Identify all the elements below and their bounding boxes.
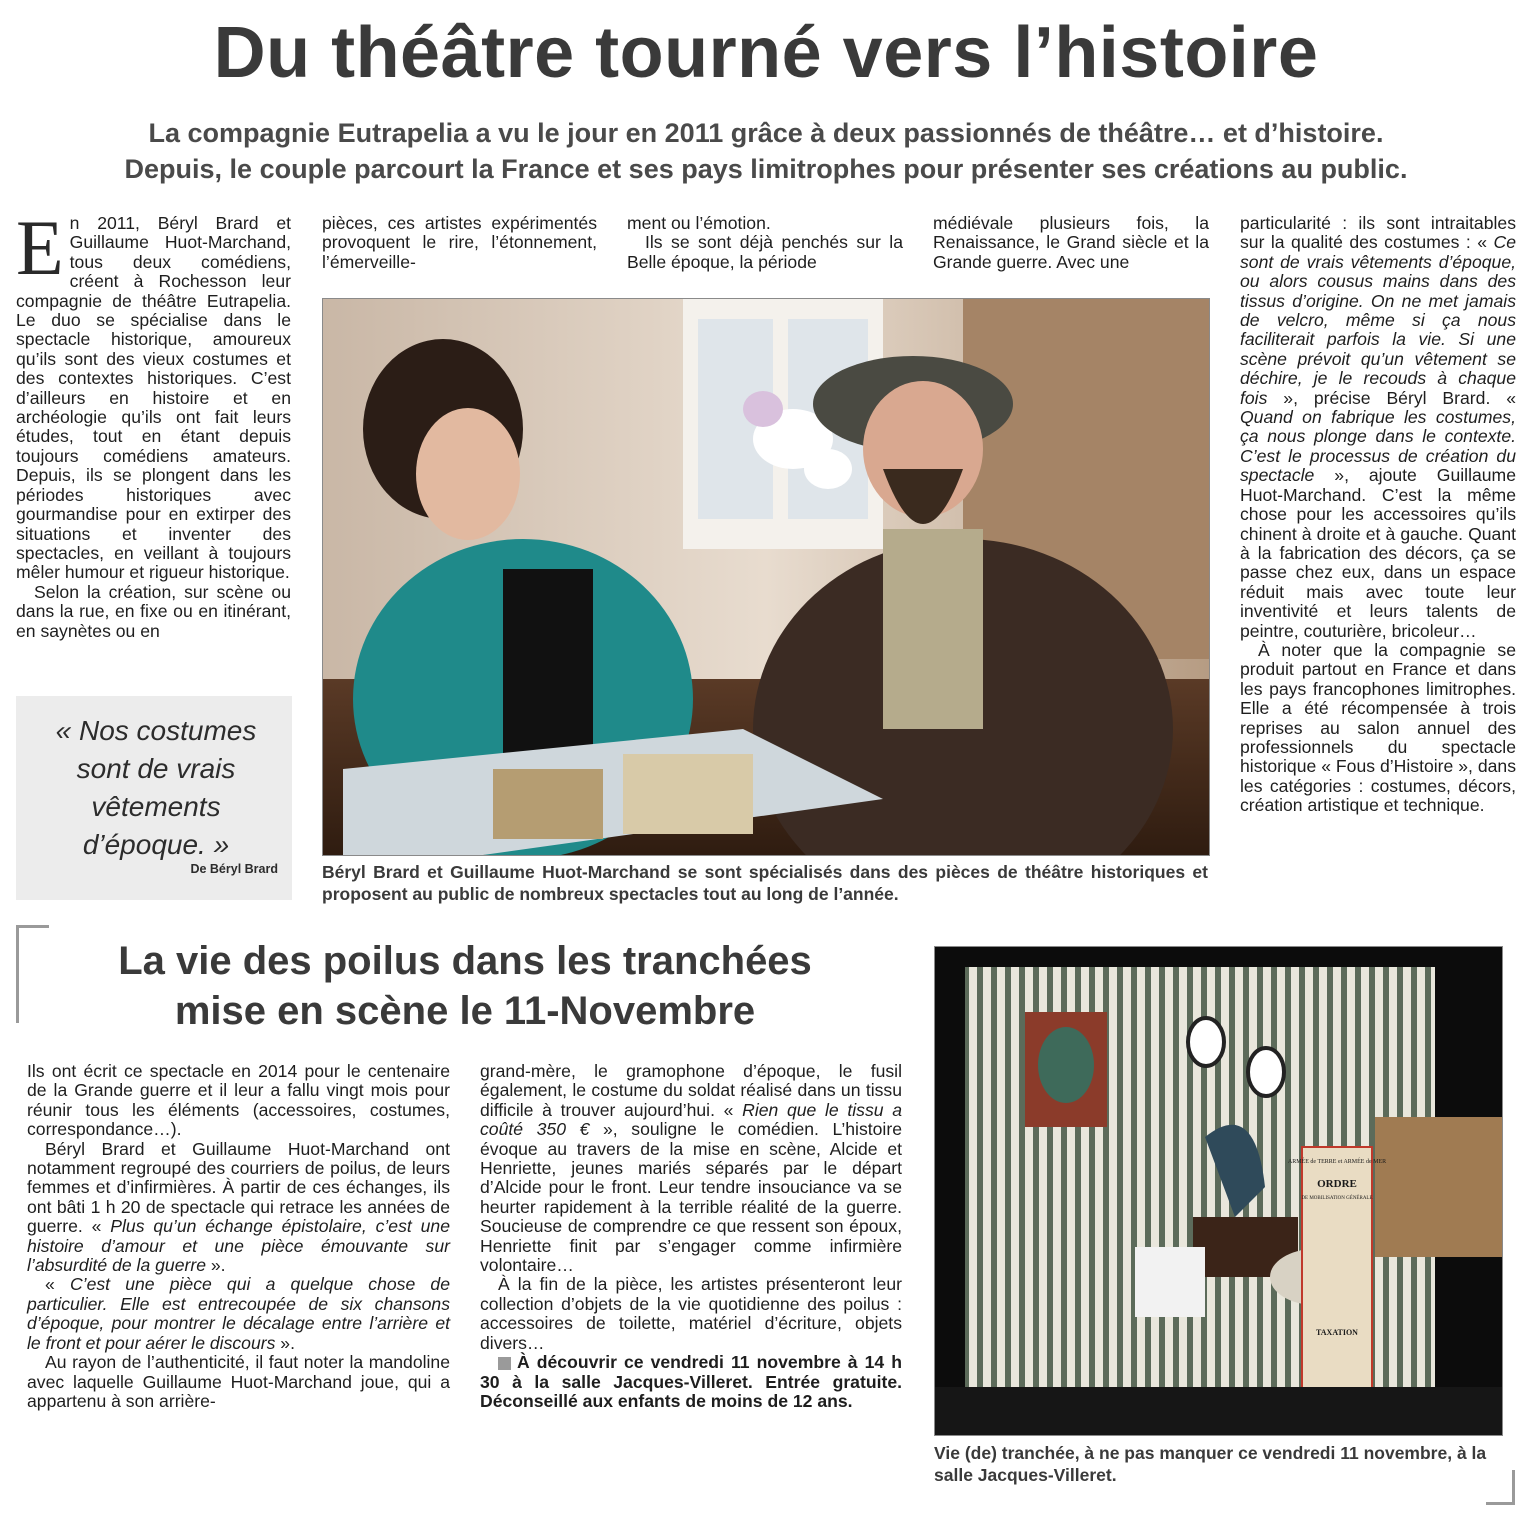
sidebar-heading <box>60 936 870 1036</box>
stage-photo <box>934 946 1503 1436</box>
bullet-square-icon <box>498 1357 511 1370</box>
article-column-4 <box>933 214 1209 272</box>
stage-photo-image <box>935 947 1502 1435</box>
article-column-2 <box>322 214 597 272</box>
article-title: Du théâtre tourné vers l’histoire <box>213 13 1319 93</box>
couple-photo-caption: Béryl Brard et Guillaume Huot-Marchand se sont spécialisés dans des pièces de théâtre historiques et proposent au public de nombreux spectacles tout au long de l’année. <box>322 862 1208 904</box>
poster-ordre: ORDRE <box>1317 1178 1357 1190</box>
pull-quote-author: De Béryl Brard <box>190 862 278 876</box>
paragraph: grand-mère, le gramophone d’époque, le fusil également, le costume du soldat réalisé dans un tissu difficile à trouver aujourd’hui. « Rien que le tissu a coûté 350 € », souligne le comédien. L’histoire évoque au travers de la mise en scène, Alcide et Henriette, jeunes mariés séparés par le départ d’Alcide pour le front. Leur tendre insouciance va se heurter rapidement à la terrible réalité de la guerre. Soucieuse de comprendre ce que ressent son époux, Henriette finit par s’engager comme infirmière volontaire… <box>480 1061 902 1276</box>
event-info: À découvrir ce vendredi 11 novembre à 14 h 30 à la salle Jacques-Villeret. Entrée gratuite. Déconseillé aux enfants de moins de 12 ans. <box>480 1352 902 1411</box>
sidebar-frame-corner-bottom <box>1486 1470 1515 1505</box>
poster-mobilisation: DE MOBILISATION GÉNÉRALE <box>1301 1196 1373 1201</box>
sidebar-frame-corner-top <box>16 925 49 1023</box>
paragraph: particularité : ils sont intraitables sur la qualité des costumes : « Ce sont de vrais vêtements d’époque, ou alors cousus mains dans des tissus d’origine. On ne met jamais de velcro, même si ça nous faciliterait parfois la vie. Si une scène prévoit qu’un vêtement se déchire, je le recouds à chaque fois », précise Béryl Brard. « Quand on fabrique les costumes, ça nous plonge dans le contexte. C’est le processus de création du spectacle », ajoute Guillaume Huot-Marchand. C’est la même chose pour les accessoires qu’ils chinent à droite et à gauche. Quant à la fabrication des décors, ça se passe chez eux, dans un espace réduit mais avec toute leur inventivité et leurs talents de peintre, couturière, bricoleur… <box>1240 213 1516 641</box>
paragraph: « C’est une pièce qui a quelque chose de particulier. Elle est entrecoupée de six chansons d’époque, pour montrer le décalage entre l’arrière et le front et pour aérer le discours ». <box>27 1274 450 1353</box>
sidebar-heading-line-2: mise en scène le 11-Novembre <box>174 989 756 1033</box>
paragraph: À la fin de la pièce, les artistes présenteront leur collection d’objets de la vie quotidienne des poilus : accessoires de toilette, matériel d’écriture, objets divers… <box>480 1274 902 1353</box>
couple-photo-image <box>323 299 1209 855</box>
article-subtitle <box>40 115 1492 187</box>
pull-quote <box>16 696 292 900</box>
poster-header: ARMÉE de TERRE et ARMÉE de MER <box>1287 1159 1387 1165</box>
paragraph: médiévale plusieurs fois, la Renaissance, le Grand siècle et la Grande guerre. Avec une <box>933 213 1209 272</box>
paragraph: Ils se sont déjà penchés sur la Belle époque, la période <box>627 232 903 272</box>
drop-cap: E <box>16 204 64 291</box>
paragraph: pièces, ces artistes expérimentés provoquent le rire, l’étonnement, l’émerveille- <box>322 213 597 272</box>
paragraph: Au rayon de l’authenticité, il faut noter la mandoline avec laquelle Guillaume Huot-Marchand joue, qui a appartenu à son arrière- <box>27 1352 450 1411</box>
sidebar-column-2 <box>480 1062 902 1411</box>
sidebar-column-1 <box>27 1062 450 1411</box>
article-column-5 <box>1240 214 1516 816</box>
pull-quote-text: « Nos costumes sont de vrais vêtements d’époque. » <box>55 715 257 860</box>
article-column-3 <box>627 214 903 272</box>
paragraph: ment ou l’émotion. <box>627 213 771 233</box>
poster-taxation: TAXATION <box>1316 1328 1358 1337</box>
stage-photo-caption: Vie (de) tranchée, à ne pas manquer ce vendredi 11 novembre, à la salle Jacques-Villeret. <box>934 1443 1487 1485</box>
paragraph: Ils ont écrit ce spectacle en 2014 pour le centenaire de la Grande guerre et il leur a fallu vingt mois pour réunir tous les éléments (accessoires, costumes, correspondance…). <box>27 1061 450 1140</box>
couple-photo <box>322 298 1210 856</box>
subtitle-line-2: Depuis, le couple parcourt la France et ses pays limitrophes pour présenter ses créations au public. <box>124 154 1408 184</box>
paragraph: En 2011, Béryl Brard et Guillaume Huot-Marchand, tous deux comédiens, créent à Rochesson leur compagnie de théâtre Eutrapelia. Le duo se spécialise dans le spectacle historique, amoureux qu’ils sont des vieux costumes et des contextes historiques. C’est d’ailleurs en histoire et en archéologie qu’ils ont fait leurs études, tout en étant depuis toujours comédiens amateurs. Depuis, ils se plongent dans les périodes historiques avec gourmandise pour en extirper des situations et inventer des spectacles, en veillant à toujours mêler humour et rigueur historique. <box>16 204 291 583</box>
article-column-1 <box>16 204 291 641</box>
paragraph: Selon la création, sur scène ou dans la rue, en fixe ou en itinérant, en saynètes ou en <box>16 581 291 641</box>
paragraph: Béryl Brard et Guillaume Huot-Marchand ont notamment regroupé des courriers de poilus, de leurs femmes et d’infirmières. À partir de ces échanges, ils ont bâti 1 h 20 de spectacle qui retrace les années de guerre. « Plus qu’un échange épistolaire, c’est une histoire d’amour et une pièce émouvante sur l’absurdité de la guerre ». <box>27 1138 450 1276</box>
paragraph: À noter que la compagnie se produit partout en France et dans les pays francophones limitrophes. Elle a été récompensée à trois reprises au salon annuel des professionnels du spectacle historique « Fous d’Histoire », dans les catégories : costumes, décors, création artistique et technique. <box>1240 639 1516 816</box>
subtitle-line-1: La compagnie Eutrapelia a vu le jour en 2011 grâce à deux passionnés de théâtre… et d’histoire. <box>148 118 1384 148</box>
sidebar-heading-line-1: La vie des poilus dans les tranchées <box>118 939 812 983</box>
